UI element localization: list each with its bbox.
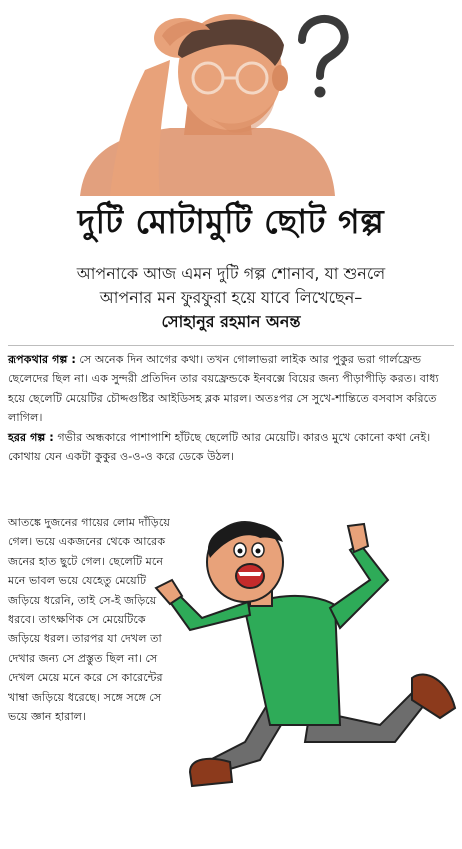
divider (8, 345, 454, 346)
thinking-man-icon (70, 0, 370, 196)
story-text: সে অনেক দিন আগের কথা। তখন গোলাভরা লাইক আর পুকুর ভরা গার্লফ্রেন্ড ছেলেদের ছিল না। এক সুন্দরী প্রতিদিন তার বয়ফ্রেন্ডকে ইনবক্সে বিয়ের জন্য পীড়াপীড়ি করত। বাধ্য হয়ে ছেলেটি মেয়েটির চৌদ্দগুষ্টির আইডিসহ ব্লক মারল। অতঃপর সে সুখে-শান্তিতে বসবাস করিতে লাগিল। (8, 353, 439, 425)
author-byline: সোহানুর রহমান অনন্ত (161, 312, 301, 331)
story-text: গভীর অন্ধকারে পাশাপাশি হাঁটছে ছেলেটি আর মেয়েটি। কারও মুখে কোনো কথা নেই। কোথায় যেন একটা কুকুর ও-ও-ও করে ডেকে উঠল। (8, 430, 431, 464)
story-horror-continued: আতঙ্কে দুজনের গায়ের লোম দাঁড়িয়ে গেল। ভয়ে একজনের থেকে আরেক জনের হাত ছুটে গেল। ছেলেটি মনে মনে ভাবল ভয়ে যেহেতু মেয়েটি জড়িয়ে ধরেনি, তাই সে-ই জড়িয়ে ধরবে। তাৎক্ষণিক সে মেয়েটিকে জড়িয়ে ধরল। তারপর যা দেখল তা দেখার জন্য সে প্রস্তুত ছিল না। সে দেখল মেয়ে মনে করে সে কারেন্টের খাম্বা জড়িয়ে ধরেছে। সঙ্গে সঙ্গে সে ভয়ে জ্ঞান হারাল। (8, 516, 170, 724)
deck-line: আপনাকে আজ এমন দুটি গল্প শোনাব, যা শুনলে (76, 264, 386, 283)
article-headline: দুটি মোটামুটি ছোট গল্প (77, 202, 385, 241)
story-label: হরর গল্প : (8, 430, 54, 444)
story-label: রূপকথার গল্প : (8, 353, 76, 366)
article-deck (12, 262, 450, 334)
scared-running-man-icon (150, 510, 462, 830)
story-horror (8, 428, 454, 467)
deck-line: আপনার মন ফুরফুরা হয়ে যাবে লিখেছেন– (99, 288, 363, 307)
story-fairytale (8, 350, 454, 428)
question-mark-icon (302, 19, 345, 98)
article-body (8, 350, 454, 466)
